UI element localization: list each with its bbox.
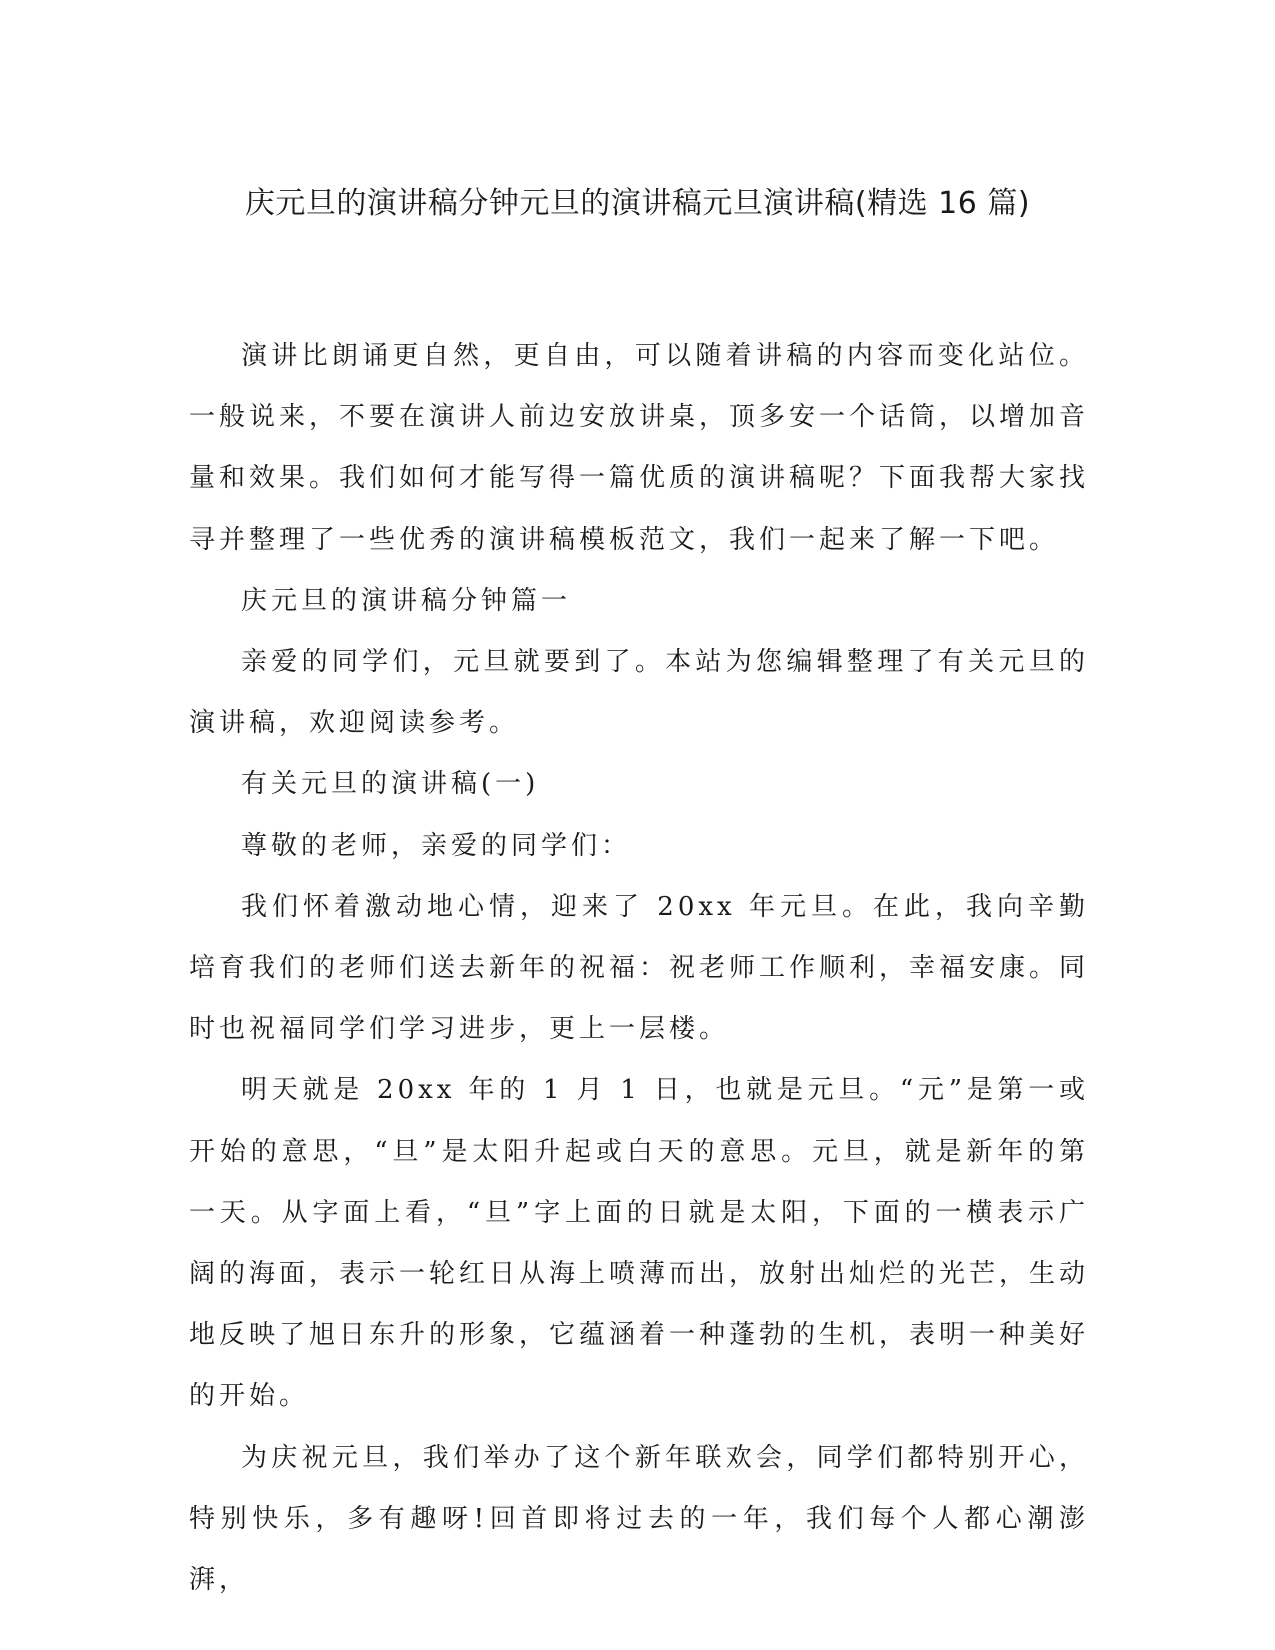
paragraph-intro: 演讲比朗诵更自然，更自由，可以随着讲稿的内容而变化站位。一般说来，不要在演讲人前边安放讲桌，顶多安一个话筒，以增加音量和效果。我们如何才能写得一篇优质的演讲稿呢？下面我帮大家找寻并整理了一些优秀的演讲稿模板范文，我们一起来了解一下吧。 <box>189 341 1090 555</box>
paragraph-meaning-of-yuandan: 明天就是 20xx 年的 1 月 1 日，也就是元旦。“元”是第一或开始的意思，“旦”是太阳升起或白天的意思。元旦，就是新年的第一天。从字面上看，“旦”字上面的日就是太阳，下面的一横表示广阔的海面，表示一轮红日从海上喷薄而出，放射出灿烂的光芒，生动地反映了旭日东升的形象，它蕴涵着一种蓬勃的生机，表明一种美好的开始。 <box>189 1075 1090 1412</box>
speech-subtitle: 有关元旦的演讲稿(一) <box>241 769 540 800</box>
paragraph-new-year-wishes: 我们怀着激动地心情，迎来了 20xx 年元旦。在此，我向辛勤培育我们的老师们送去新年的祝福：祝老师工作顺利，幸福安康。同时也祝福同学们学习进步，更上一层楼。 <box>189 891 1090 1045</box>
document-title: 庆元旦的演讲稿分钟元旦的演讲稿元旦演讲稿(精选 16 篇) <box>244 186 1031 221</box>
paragraph-salutation: 尊敬的老师，亲爱的同学们： <box>241 830 632 861</box>
document-body <box>189 326 1089 1611</box>
paragraph-greeting: 亲爱的同学们，元旦就要到了。本站为您编辑整理了有关元旦的演讲稿，欢迎阅读参考。 <box>189 647 1089 739</box>
paragraph-celebration: 为庆祝元旦，我们举办了这个新年联欢会，同学们都特别开心，特别快乐，多有趣呀!回首即将过去的一年，我们每个人都心潮澎湃， <box>189 1442 1089 1596</box>
section-heading-part-one: 庆元旦的演讲稿分钟篇一 <box>241 585 572 616</box>
